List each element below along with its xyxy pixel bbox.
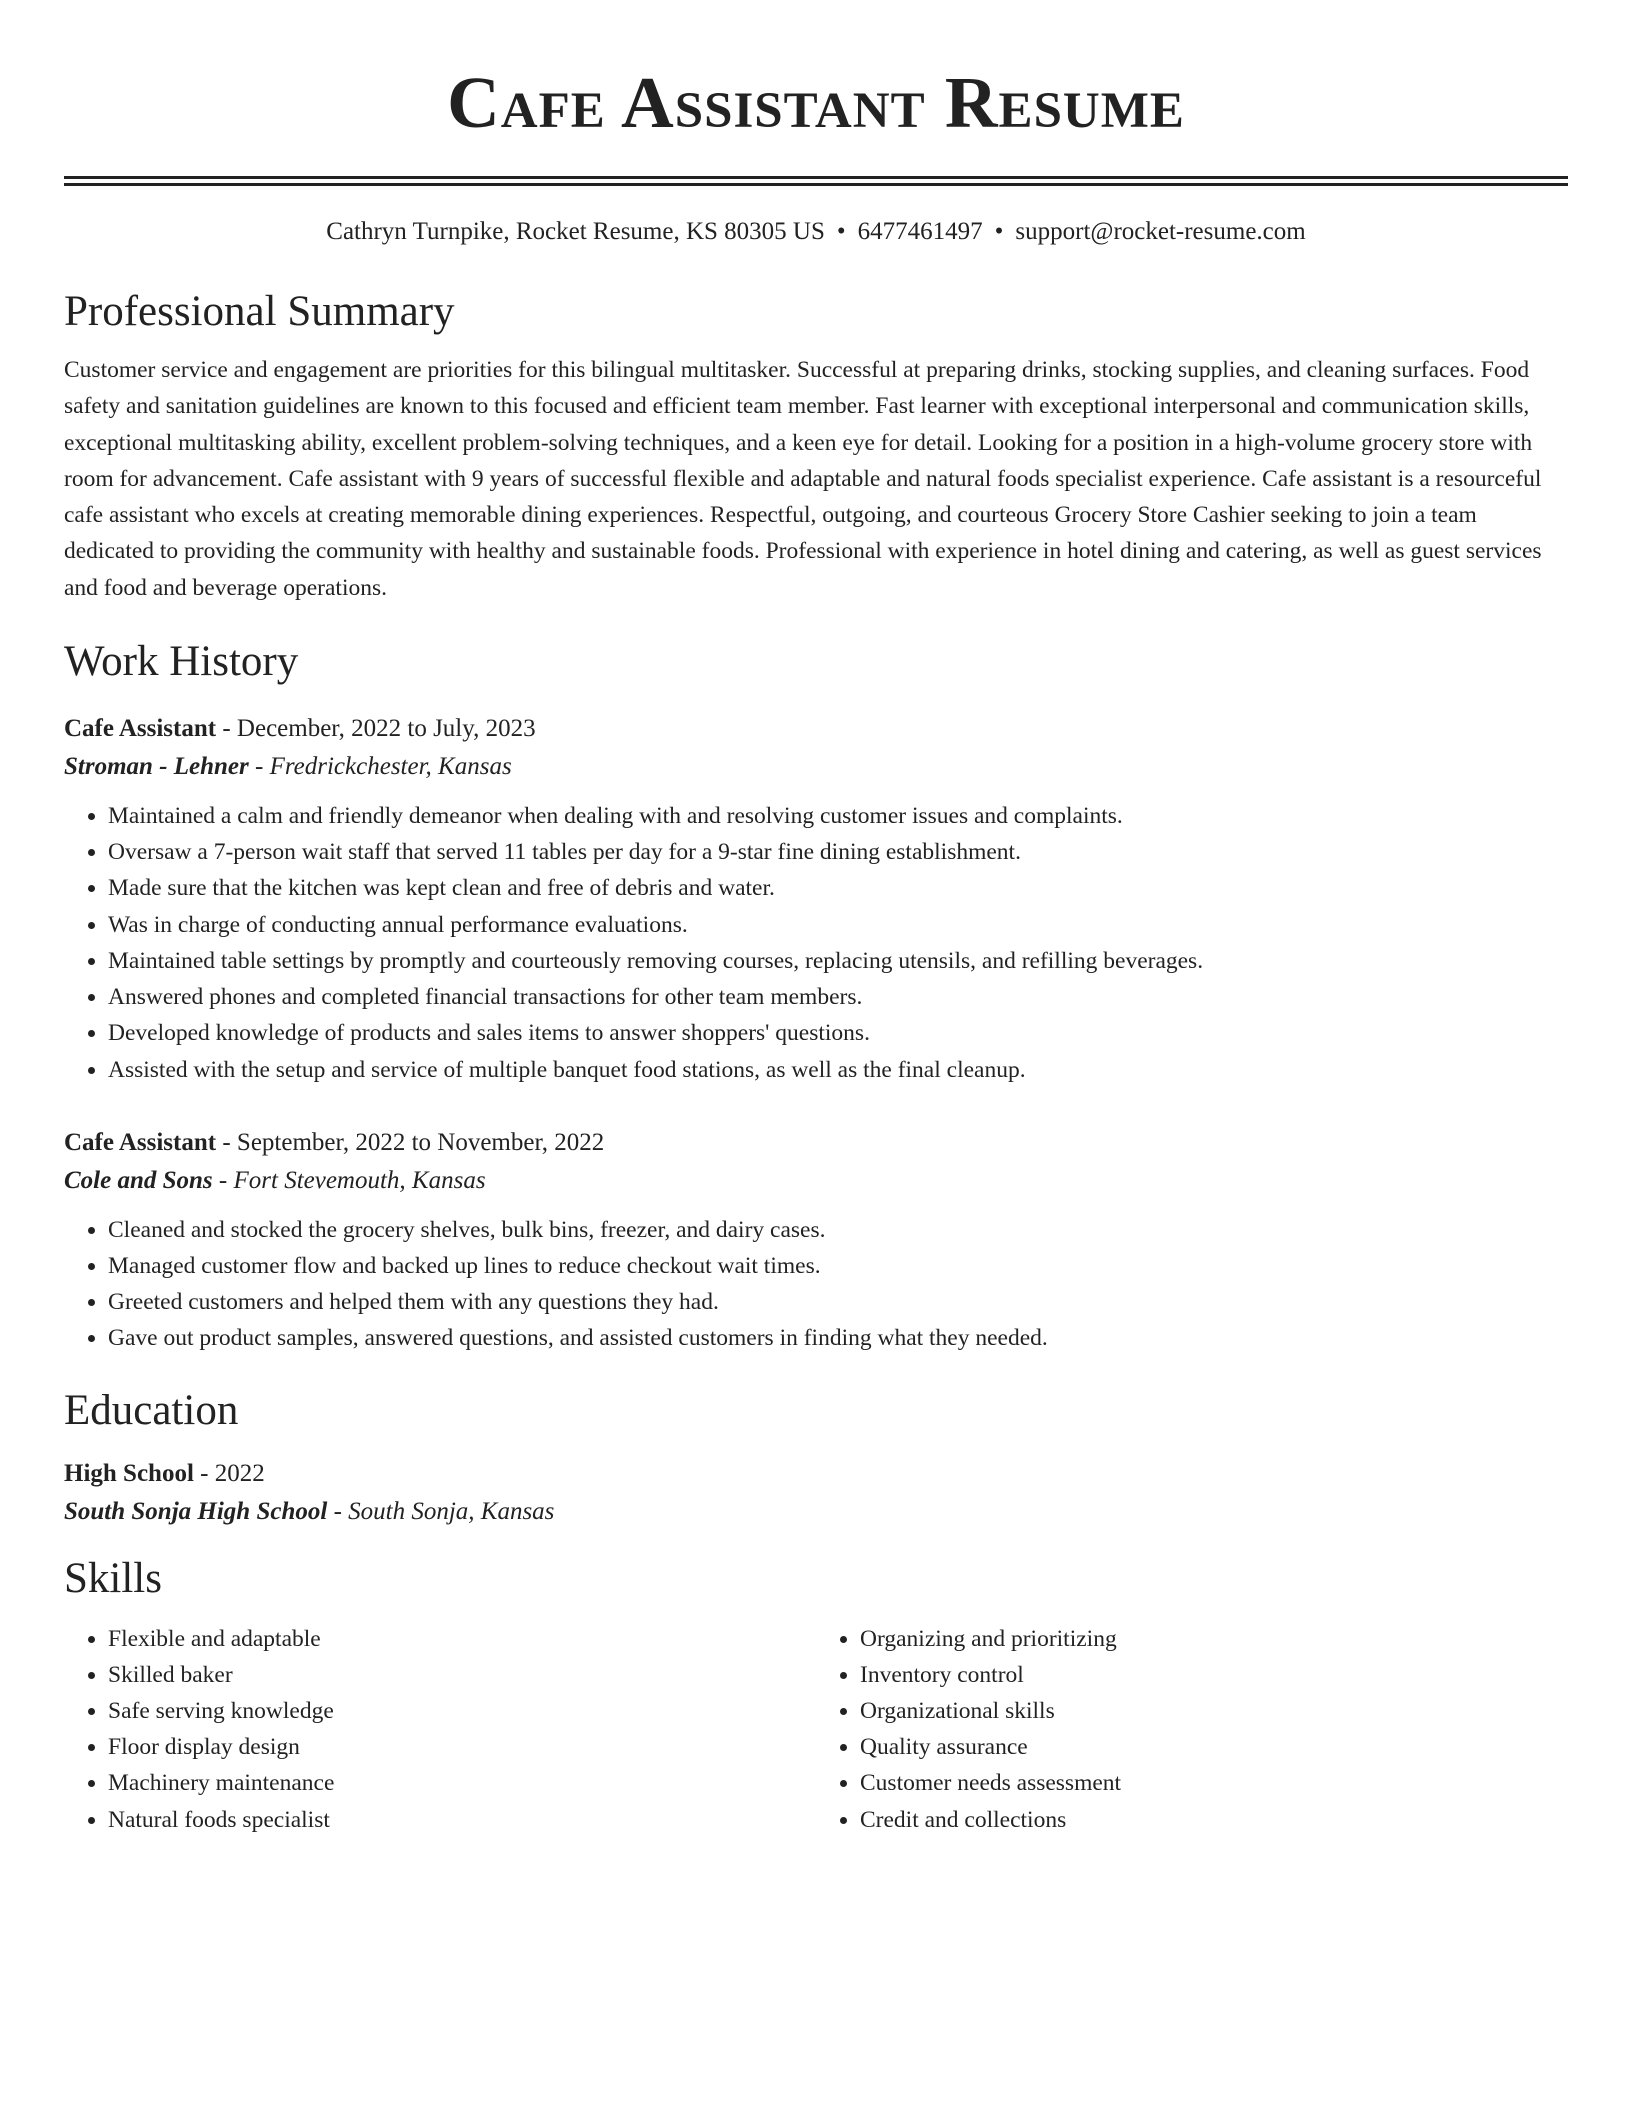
job-company-line xyxy=(64,1162,1568,1200)
list-item: • Customer needs assessment xyxy=(860,1765,1568,1801)
job-duties-list xyxy=(64,1212,1568,1357)
list-item: • Flexible and adaptable xyxy=(108,1621,816,1657)
list-item: • Natural foods specialist xyxy=(108,1802,816,1838)
summary-heading: Professional Summary xyxy=(64,288,455,335)
job-title: Cafe Assistant xyxy=(64,715,217,743)
list-item: • Oversaw a 7-person wait staff that served 11 tables per day for a 9-star fine dining establishment. xyxy=(108,834,1568,870)
job-title-line xyxy=(64,1124,1568,1162)
list-item: • Maintained table settings by promptly and courteously removing courses, replacing utensils, and refilling beverages. xyxy=(108,943,1568,979)
summary-text: Customer service and engagement are priorities for this bilingual multitasker. Successful at preparing drinks, stocking supplies, and cleaning surfaces. Food safety and sanitation guidelines are known to this focused and efficient team member. Fast learner with exceptional interpersonal and communication skills, exceptional multitasking ability, excellent problem-solving techniques, and a keen eye for detail. Looking for a position in a high-volume grocery store with room for advancement. Cafe assistant with 9 years of successful flexible and adaptable and natural foods specialist experience. Cafe assistant is a resourceful cafe assistant who excels at creating memorable dining experiences. Respectful, outgoing, and courteous Grocery Store Cashier seeking to join a team dedicated to providing the community with healthy and sustainable foods. Professional with experience in hotel dining and catering, as well as guest services and food and beverage operations. xyxy=(64,357,1542,601)
contact-email: support@rocket-resume.com xyxy=(1015,218,1306,245)
education-location: - South Sonja, Kansas xyxy=(327,1497,555,1525)
list-item: • Quality assurance xyxy=(860,1729,1568,1765)
resume-title: Cafe Assistant Resume xyxy=(447,62,1185,143)
list-item: • Organizing and prioritizing xyxy=(860,1621,1568,1657)
contact-separator: • xyxy=(836,218,846,245)
job-company: Stroman - Lehner xyxy=(64,753,249,781)
education-school-line xyxy=(64,1493,1568,1531)
list-item: • Floor display design xyxy=(108,1729,816,1765)
list-item: • Greeted customers and helped them with any questions they had. xyxy=(108,1284,1568,1320)
job-entry xyxy=(64,1124,1568,1357)
list-item: • Organizational skills xyxy=(860,1693,1568,1729)
education-school: South Sonja High School xyxy=(64,1497,328,1525)
job-title: Cafe Assistant xyxy=(64,1128,217,1156)
contact-separator: • xyxy=(994,218,1004,245)
list-item: • Gave out product samples, answered questions, and assisted customers in finding what they needed. xyxy=(108,1320,1568,1356)
list-item: • Was in charge of conducting annual performance evaluations. xyxy=(108,907,1568,943)
job-entry xyxy=(64,710,1568,1088)
list-item: • Machinery maintenance xyxy=(108,1765,816,1801)
list-item: • Made sure that the kitchen was kept clean and free of debris and water. xyxy=(108,870,1568,906)
job-location: - Fort Stevemouth, Kansas xyxy=(212,1166,486,1194)
list-item: • Answered phones and completed financial transactions for other team members. xyxy=(108,979,1568,1015)
list-item: • Managed customer flow and backed up lines to reduce checkout wait times. xyxy=(108,1248,1568,1284)
contact-line xyxy=(64,214,1568,250)
contact-phone: 6477461497 xyxy=(857,218,983,245)
skills-heading: Skills xyxy=(64,1554,162,1602)
title-divider xyxy=(64,176,1568,186)
work-history-heading: Work History xyxy=(64,638,299,686)
contact-address: Cathryn Turnpike, Rocket Resume, KS 80305 US xyxy=(326,218,825,245)
skills-list-right xyxy=(816,1621,1568,1838)
job-company: Cole and Sons xyxy=(64,1166,213,1194)
list-item: • Developed knowledge of products and sales items to answer shoppers' questions. xyxy=(108,1015,1568,1051)
list-item: • Skilled baker xyxy=(108,1657,816,1693)
job-dates: - September, 2022 to November, 2022 xyxy=(216,1128,605,1156)
list-item: • Assisted with the setup and service of multiple banquet food stations, as well as the final cleanup. xyxy=(108,1052,1568,1088)
job-location: - Fredrickchester, Kansas xyxy=(248,753,512,781)
education-degree: High School xyxy=(64,1459,194,1487)
list-item: • Credit and collections xyxy=(860,1802,1568,1838)
skills-list-left xyxy=(64,1621,816,1838)
education-degree-line xyxy=(64,1455,1568,1493)
list-item: • Inventory control xyxy=(860,1657,1568,1693)
education-year: - 2022 xyxy=(193,1459,265,1487)
job-company-line xyxy=(64,748,1568,786)
job-title-line xyxy=(64,710,1568,748)
job-dates: - December, 2022 to July, 2023 xyxy=(216,715,536,743)
list-item: • Maintained a calm and friendly demeanor when dealing with and resolving customer issues and complaints. xyxy=(108,798,1568,834)
skills-columns xyxy=(64,1621,1568,1838)
job-duties-list xyxy=(64,798,1568,1088)
list-item: • Safe serving knowledge xyxy=(108,1693,816,1729)
education-entry xyxy=(64,1455,1568,1531)
list-item: • Cleaned and stocked the grocery shelves, bulk bins, freezer, and dairy cases. xyxy=(108,1212,1568,1248)
education-heading: Education xyxy=(64,1386,239,1434)
